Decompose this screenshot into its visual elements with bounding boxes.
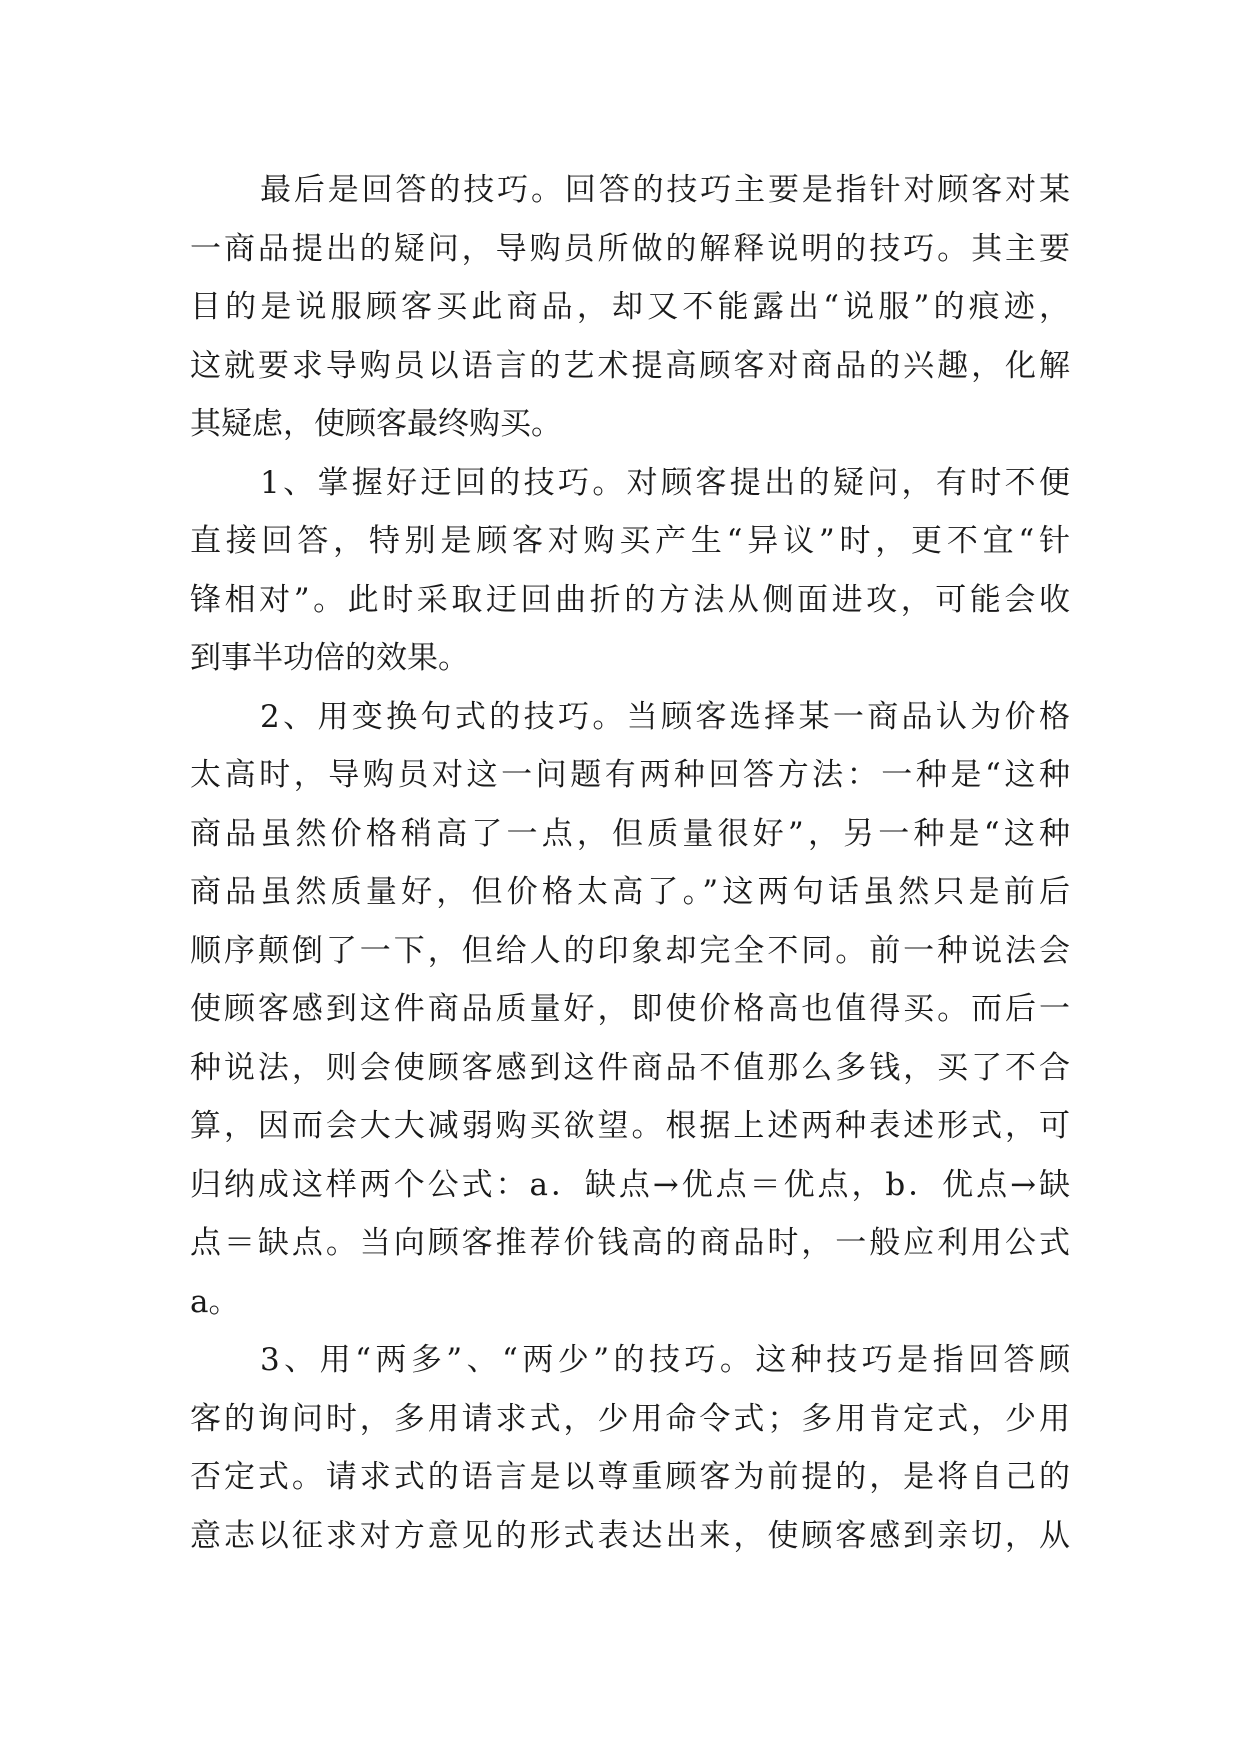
text-line: 到事半功倍的效果。 <box>190 640 469 676</box>
text-line: 顺序颠倒了一下，但给人的印象却完全不同。前一种说法会 <box>190 932 1070 969</box>
text-line: 一商品提出的疑问，导购员所做的解释说明的技巧。其主要 <box>190 230 1070 267</box>
text-line: 商品虽然质量好，但价格太高了。”这两句话虽然只是前后 <box>190 874 1070 910</box>
text-line: 使顾客感到这件商品质量好，即使价格高也值得买。而后一 <box>190 991 1070 1027</box>
text-line: 目的是说服顾客买此商品，却又不能露出“说服”的痕迹， <box>190 289 1070 325</box>
text-line: 否定式。请求式的语言是以尊重顾客为前提的，是将自己的 <box>190 1459 1070 1495</box>
body-text <box>190 161 1070 1565</box>
text-line: 最后是回答的技巧。回答的技巧主要是指针对顾客对某 <box>260 172 1070 208</box>
text-line: 归纳成这样两个公式：a．缺点→优点＝优点，b．优点→缺 <box>190 1166 1070 1203</box>
text-line: 锋相对”。此时采取迂回曲折的方法从侧面进攻，可能会收 <box>190 581 1070 618</box>
text-line: 2、用变换句式的技巧。当顾客选择某一商品认为价格 <box>260 698 1070 735</box>
text-line: 其疑虑，使顾客最终购买。 <box>190 406 562 442</box>
text-line: a。 <box>190 1283 240 1320</box>
text-line: 这就要求导购员以语言的艺术提高顾客对商品的兴趣，化解 <box>190 347 1070 384</box>
text-line: 直接回答，特别是顾客对购买产生“异议”时，更不宜“针 <box>190 523 1070 559</box>
text-line: 点＝缺点。当向顾客推荐价钱高的商品时，一般应利用公式 <box>190 1225 1070 1261</box>
text-line: 客的询问时，多用请求式，少用命令式；多用肯定式，少用 <box>190 1400 1070 1437</box>
paragraph <box>190 454 1070 688</box>
text-line: 商品虽然价格稍高了一点，但质量很好”，另一种是“这种 <box>190 815 1070 852</box>
text-line: 3、用“两多”、“两少”的技巧。这种技巧是指回答顾 <box>260 1342 1070 1378</box>
text-line: 算，因而会大大减弱购买欲望。根据上述两种表述形式，可 <box>190 1108 1070 1144</box>
text-line: 1、掌握好迂回的技巧。对顾客提出的疑问，有时不便 <box>260 464 1070 501</box>
paragraph <box>190 1331 1070 1565</box>
paragraph <box>190 161 1070 454</box>
paragraph <box>190 688 1070 1332</box>
text-line: 种说法，则会使顾客感到这件商品不值那么多钱，买了不合 <box>190 1049 1070 1086</box>
text-line: 太高时，导购员对这一问题有两种回答方法：一种是“这种 <box>190 757 1070 793</box>
text-line: 意志以征求对方意见的形式表达出来，使顾客感到亲切，从 <box>190 1517 1070 1554</box>
